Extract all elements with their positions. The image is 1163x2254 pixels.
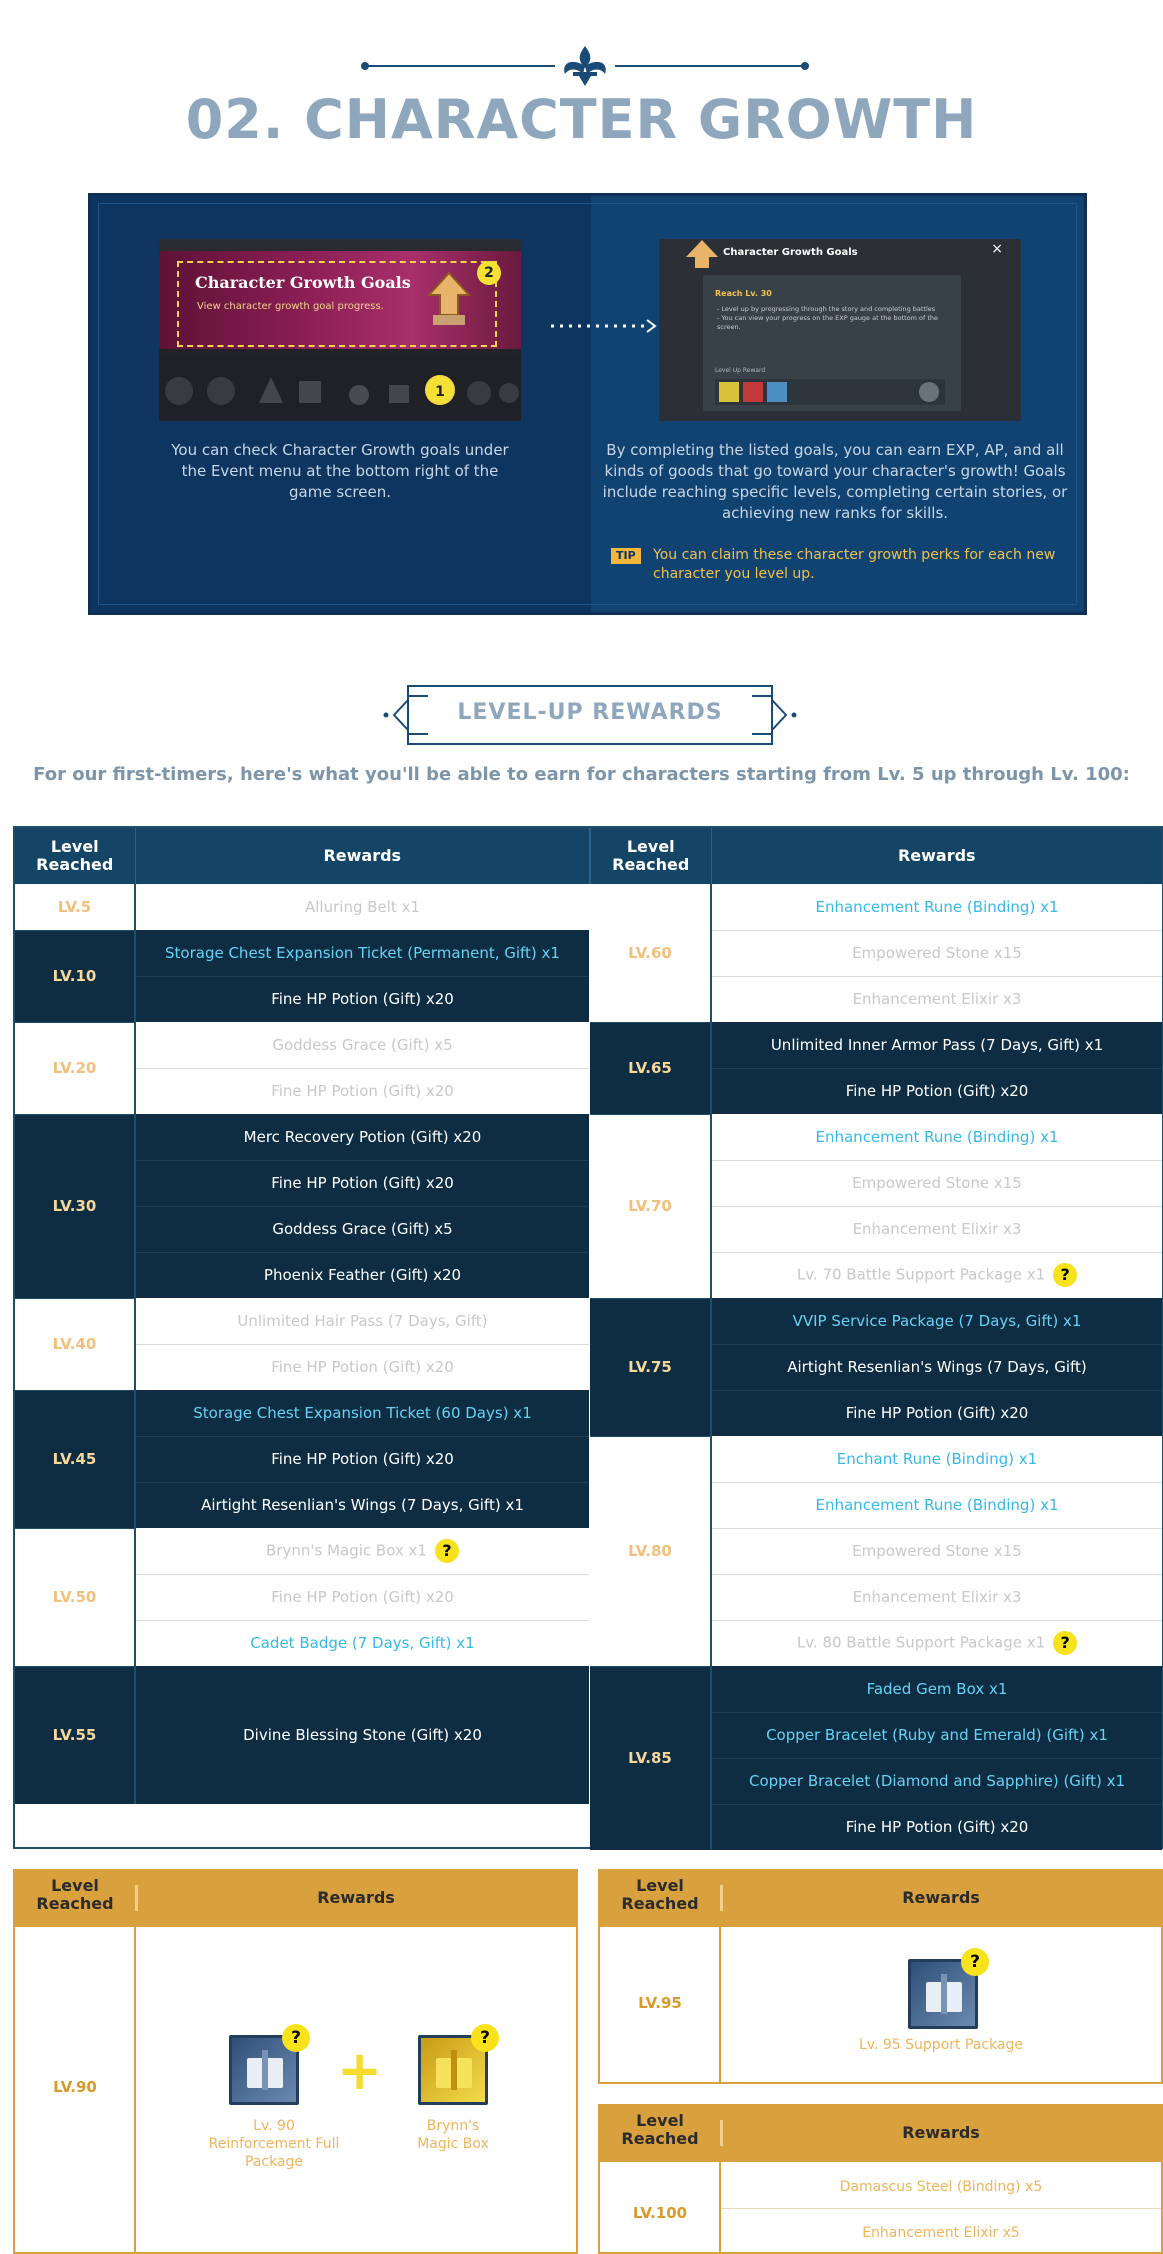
reward-name: Empowered Stone x15 <box>852 1174 1022 1192</box>
reward-cell <box>135 1482 589 1528</box>
close-icon: × <box>991 241 1003 257</box>
page-title: 02. CHARACTER GROWTH <box>185 88 978 151</box>
reward-name: Copper Bracelet (Ruby and Emerald) (Gift) x1 <box>766 1726 1108 1744</box>
reward-cell <box>711 1390 1162 1436</box>
level-header: Level Reached <box>15 828 135 884</box>
reward-name: Merc Recovery Potion (Gift) x20 <box>243 1127 482 1146</box>
gold-table-header <box>15 1871 576 1927</box>
reward-cell <box>711 930 1162 976</box>
reward-cell <box>135 1344 589 1390</box>
reward-name: Unlimited Hair Pass (7 Days, Gift) <box>237 1311 488 1330</box>
level-cell: LV.65 <box>590 1022 711 1114</box>
level-cell: LV.10 <box>15 930 135 1022</box>
reward-name: Fine HP Potion (Gift) x20 <box>271 990 454 1009</box>
claim-icon <box>919 382 939 402</box>
reward-row <box>15 884 589 930</box>
reward-cell <box>135 1574 589 1620</box>
reward-name: Fine HP Potion (Gift) x20 <box>845 1404 1029 1423</box>
rewards-heading <box>380 680 800 750</box>
rewards-table-left <box>15 828 589 1804</box>
support-package-label: Lv. 95 Support Package <box>859 2037 1023 2053</box>
reward-cell <box>135 1206 589 1252</box>
goal-line-2: - You can view your progress on the EXP gauge at the bottom of the screen. <box>717 314 939 331</box>
tip-text: You can claim these character growth perks for each new character you level up. <box>653 547 1056 582</box>
screenshot-title: Character Growth Goals <box>195 273 411 292</box>
level-header: Level Reached <box>621 2111 699 2148</box>
gift-ribbon <box>262 2050 268 2090</box>
level-cell: LV.5 <box>15 884 135 930</box>
reward-name: Airtight Resenlian's Wings (7 Days, Gift) <box>787 1358 1087 1376</box>
reward-cell <box>711 1482 1162 1528</box>
level-cell: LV.80 <box>590 1436 711 1666</box>
reward-row <box>590 884 1162 930</box>
reward-name: Fine HP Potion (Gift) x20 <box>271 1588 454 1606</box>
reward-name: Lv. 80 Battle Support Package x1 <box>796 1633 1046 1652</box>
reward-name: Airtight Resenlian's Wings (7 Days, Gift) x1 <box>201 1496 524 1515</box>
reward-name: Enhancement Elixir x3 <box>852 1588 1022 1606</box>
reward-name: Fine HP Potion (Gift) x20 <box>271 1450 454 1468</box>
lv100-reward-table <box>598 2104 1163 2254</box>
rewards-header: Rewards <box>902 1888 980 1907</box>
reward-row <box>15 930 589 976</box>
reward-item: Enhancement Elixir x5 <box>862 2225 1020 2241</box>
reinforcement-package-label: Lv. 90 Reinforcement Full Package <box>208 2118 340 2170</box>
reward-name: Alluring Belt x1 <box>305 898 420 916</box>
help-icon[interactable]: ? <box>961 1948 989 1976</box>
reward-cell <box>135 976 589 1022</box>
reward-row <box>15 1022 589 1068</box>
reward-cell <box>711 1666 1162 1712</box>
reward-name: Enhancement Rune (Binding) x1 <box>815 1496 1059 1514</box>
reward-name: Unlimited Inner Armor Pass (7 Days, Gift) x1 <box>770 1035 1104 1054</box>
level-cell: LV.75 <box>590 1298 711 1436</box>
reward-name: Fine HP Potion (Gift) x20 <box>845 1818 1029 1837</box>
reward-cell <box>135 1160 589 1206</box>
rewards-table-right <box>589 828 1162 1850</box>
plus-icon: + <box>337 2039 383 2102</box>
reward-cell <box>135 930 589 976</box>
level-cell: LV.60 <box>590 884 711 1022</box>
gold-table-header <box>600 2106 1161 2162</box>
reward-item: Damascus Steel (Binding) x5 <box>839 2179 1043 2195</box>
level-label: LV.90 <box>53 2078 97 2096</box>
rewards-header: Rewards <box>317 1888 395 1907</box>
reward-cell <box>711 884 1162 930</box>
rewards-intro: For our first-timers, here's what you'll be able to earn for characters starting from Lv. 5 up through Lv. 100: <box>33 764 1130 785</box>
reward-name: Enhancement Elixir x3 <box>852 1220 1022 1238</box>
growth-goals-window-screenshot <box>659 239 1021 421</box>
level-cell: LV.85 <box>590 1666 711 1850</box>
help-icon[interactable]: ? <box>471 2024 499 2052</box>
reward-label: Level Up Reward <box>715 367 766 374</box>
reward-cell <box>135 1022 589 1068</box>
reward-cell <box>711 1114 1162 1160</box>
reward-cell <box>711 1758 1162 1804</box>
magic-box-icon <box>418 2028 490 2105</box>
reward-name: Brynn's Magic Box x1 <box>266 1541 427 1560</box>
reward-name: Faded Gem Box x1 <box>866 1679 1008 1698</box>
level-label: LV.95 <box>638 1994 682 2012</box>
support-package-icon <box>908 1952 980 2029</box>
reward-name: Storage Chest Expansion Ticket (Permanent, Gift) x1 <box>165 943 560 962</box>
reward-name: Goddess Grace (Gift) x5 <box>272 1035 453 1054</box>
level-header: Level Reached <box>590 828 711 884</box>
dotted-arrow-icon <box>549 319 659 333</box>
gold-table-header <box>600 1871 1161 1927</box>
reward-cell <box>711 1712 1162 1758</box>
reward-name: Storage Chest Expansion Ticket (60 Days) x1 <box>193 1403 532 1422</box>
reinforcement-package-icon <box>229 2028 301 2105</box>
reward-name: Empowered Stone x15 <box>852 1542 1022 1560</box>
level-header: Level Reached <box>621 1876 699 1913</box>
goal-line-1: - Level up by progressing through the story and completing battles <box>717 305 936 313</box>
reward-items <box>715 379 945 405</box>
reward-name: Enhancement Rune (Binding) x1 <box>815 897 1059 916</box>
reward-name: Phoenix Feather (Gift) x20 <box>263 1266 462 1285</box>
reward-name: Fine HP Potion (Gift) x20 <box>271 1174 454 1192</box>
goal-name: Reach Lv. 30 <box>715 289 772 298</box>
reward-cell <box>711 1022 1162 1068</box>
right-description: By completing the listed goals, you can earn EXP, AP, and all kinds of goods that go toward your character's growth! Goals include reaching specific levels, completing certain stories, or achieving new ranks for skills. <box>602 441 1068 522</box>
reward-cell <box>711 1252 1162 1298</box>
level-cell: LV.50 <box>15 1528 135 1666</box>
reward-cell <box>711 1344 1162 1390</box>
reward-cell <box>711 1068 1162 1114</box>
reward-row <box>590 1666 1162 1712</box>
reward-name: Goddess Grace (Gift) x5 <box>272 1220 453 1238</box>
reward-name: Copper Bracelet (Diamond and Sapphire) (Gift) x1 <box>748 1772 1126 1790</box>
level-cell: LV.45 <box>15 1390 135 1528</box>
reward-name: Lv. 70 Battle Support Package x1 <box>796 1265 1046 1284</box>
reward-row <box>15 1528 589 1574</box>
reward-row <box>590 1022 1162 1068</box>
reward-row <box>590 1298 1162 1344</box>
reward-row <box>15 1114 589 1160</box>
step-badge-2: 2 <box>477 261 501 285</box>
reward-name: Fine HP Potion (Gift) x20 <box>271 1358 454 1377</box>
row-divider <box>721 2208 1161 2209</box>
window-title: Character Growth Goals <box>723 247 858 258</box>
reward-cell <box>711 1298 1162 1344</box>
rewards-header: Rewards <box>711 828 1162 884</box>
step-badge-1: 1 <box>425 375 455 405</box>
level-cell: LV.30 <box>15 1114 135 1298</box>
rewards-title: LEVEL-UP REWARDS <box>457 700 723 725</box>
reward-cell <box>711 976 1162 1022</box>
reward-cell <box>711 1528 1162 1574</box>
reward-item-icon <box>743 382 763 402</box>
rewards-header: Rewards <box>135 828 589 884</box>
tip-badge: TIP <box>611 548 641 564</box>
reward-name: Enhancement Elixir x3 <box>852 990 1022 1009</box>
rewards-header: Rewards <box>902 2123 980 2142</box>
reward-row <box>590 1436 1162 1482</box>
level-cell: LV.55 <box>15 1666 135 1804</box>
gift-ribbon <box>941 1974 947 2014</box>
reward-item-icon <box>719 382 739 402</box>
reward-cell <box>135 1252 589 1298</box>
reward-cell <box>135 1390 589 1436</box>
event-menu-screenshot <box>159 239 521 421</box>
reward-cell <box>135 884 589 930</box>
left-description: You can check Character Growth goals under the Event menu at the bottom right of the game screen. <box>171 441 509 501</box>
fleur-divider-icon <box>355 36 815 96</box>
level-header: Level Reached <box>36 1876 114 1913</box>
level-up-arrow-icon <box>427 271 471 327</box>
reward-cell <box>711 1206 1162 1252</box>
gift-ribbon <box>451 2050 457 2090</box>
reward-cell <box>711 1620 1162 1666</box>
goal-description <box>717 305 947 332</box>
reward-cell <box>135 1298 589 1344</box>
growth-info-panel <box>88 193 1087 615</box>
goal-card <box>703 275 961 411</box>
reward-cell <box>135 1436 589 1482</box>
reward-cell <box>135 1528 589 1574</box>
reward-name: VVIP Service Package (7 Days, Gift) x1 <box>792 1311 1082 1330</box>
reward-item-icon <box>767 382 787 402</box>
reward-name: Enhancement Rune (Binding) x1 <box>815 1127 1059 1146</box>
reward-name: Divine Blessing Stone (Gift) x20 <box>243 1726 482 1744</box>
reward-cell <box>135 1114 589 1160</box>
lv90-reward-table <box>13 1869 578 2254</box>
reward-cell <box>711 1436 1162 1482</box>
level-cell: LV.20 <box>15 1022 135 1114</box>
reward-cell <box>135 1068 589 1114</box>
menu-bar-icons <box>159 355 521 421</box>
lv95-reward-table <box>598 1869 1163 2084</box>
reward-cell <box>135 1666 589 1804</box>
help-icon[interactable]: ? <box>435 1539 459 1563</box>
level-label: LV.100 <box>632 2204 688 2222</box>
level-cell: LV.40 <box>15 1298 135 1390</box>
help-icon[interactable]: ? <box>1053 1263 1077 1287</box>
growth-arrow-icon <box>685 239 719 269</box>
reward-cell <box>135 1620 589 1666</box>
reward-cell <box>711 1160 1162 1206</box>
reward-name: Fine HP Potion (Gift) x20 <box>271 1082 454 1101</box>
reward-cell <box>711 1574 1162 1620</box>
help-icon[interactable]: ? <box>1053 1631 1077 1655</box>
reward-name: Enchant Rune (Binding) x1 <box>836 1449 1038 1468</box>
reward-row <box>590 1114 1162 1160</box>
reward-name: Empowered Stone x15 <box>852 944 1022 962</box>
reward-name: Fine HP Potion (Gift) x20 <box>845 1082 1029 1101</box>
help-icon[interactable]: ? <box>282 2024 310 2052</box>
magic-box-label: Brynn's Magic Box <box>417 2118 489 2152</box>
level-cell: LV.70 <box>590 1114 711 1298</box>
reward-cell <box>711 1804 1162 1850</box>
reward-name: Cadet Badge (7 Days, Gift) x1 <box>250 1634 475 1653</box>
reward-row <box>15 1298 589 1344</box>
reward-row <box>15 1390 589 1436</box>
screenshot-subtitle: View character growth goal progress. <box>197 301 384 312</box>
